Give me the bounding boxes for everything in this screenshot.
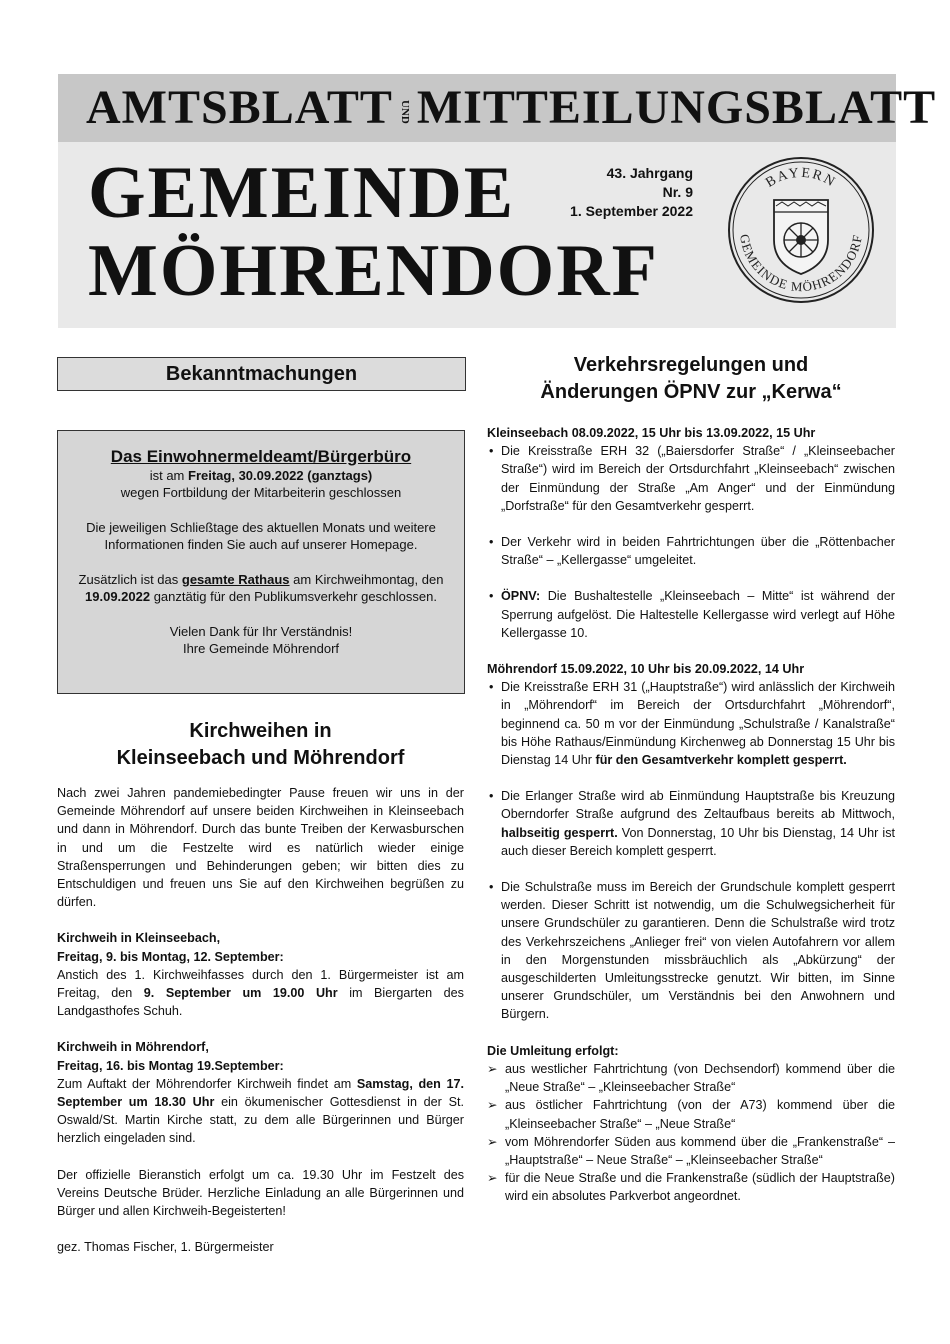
title-amtsblatt: AMTSBLATT [86,81,393,134]
kleinseebach-bullet-2: • Der Verkehr wird in beiden Fahrtrichtungen über die „Röttenbacher Straße“ – „Kellergasse“ umgeleitet. [487,533,895,569]
kleinseebach-bullet-1: • Die Kreisstraße ERH 32 („Baiersdorfer Straße“ / „Kleinseebacher Straße“) wird im Bereich der Ortsdurchfahrt „Kleinseebach“ zwischen der Einmündung der Straße „Am Anger“ und der Einmündung „Dorfstraße“ für den Gesamtverkehr gesperrt. [487,442,895,515]
masthead-title [86,80,936,135]
notice-box [57,430,465,694]
issue-info [528,164,693,221]
title-mitteilungsblatt: MITTEILUNGSBLATT [416,81,937,134]
municipality-line-2: MÖHRENDORF [88,230,659,312]
seal-bottom-text: GEMEINDE MÖHRENDORF [737,233,865,295]
notice-thanks: Vielen Dank für Ihr Verständnis! [169,624,353,639]
article-title-kirchweihen: Kirchweihen in Kleinseebach und Möhrendorf [116,720,405,769]
svg-text:BAYERN [763,166,838,191]
moehrendorf-heading-2: Freitag, 16. bis Montag 19.September: [57,1058,284,1073]
notice-line-2: wegen Fortbildung der Mitarbeiterin geschlossen [120,485,402,500]
municipality-line-1: GEMEINDE [88,152,516,234]
moehrendorf-bullet-1: • Die Kreisstraße ERH 31 („Hauptstraße“) wird anlässlich der Kirchweih in „Möhrendorf“ im Bereich der Ortsdurchfahrt „Möhrendorf“, beginnend ca. 50 m vor der Einmündung „Schulstraße / Kanalstraße“ bis Höhe Rathaus/Einmündung Kirchenweg ab Donnerstag 15 Uhr bis Dienstag 14 Uhr für den Gesamtverkehr komplett gesperrt. [487,678,895,769]
title-und: UND [398,100,411,124]
moehrendorf-closure-heading: Möhrendorf 15.09.2022, 10 Uhr bis 20.09.2022, 14 Uhr [487,662,805,677]
article-body-verkehr [487,424,895,1206]
bieranstich-text: Der offizielle Bieranstich erfolgt um ca. 19.30 Uhr im Festzelt des Vereins Deutsche Brüder. Herzliche Einladung an alle Bürgerinnen und Bürger und allen Kirchweih-Begeisterten! [57,1167,464,1219]
article-title-verkehr: Verkehrsregelungen und Änderungen ÖPNV zur „Kerwa“ [540,354,842,403]
kleinseebach-heading-2: Freitag, 9. bis Montag, 12. September: [57,949,284,964]
article-intro: Nach zwei Jahren pandemiebedingter Pause freuen wir uns in der Gemeinde Möhrendorf auf unsere beiden Kirchweihen in Kleinseebach und dann in Möhrendorf. Durch das bunte Treiben der Kerwasburschen in und um die Festzelte wird es natürlich wieder einige Straßensperrungen und Behinderungen geben; wir bitten dies zu Entschuldigen und freuen uns Sie auf den Kirchweihen begrüßen zu dürfen. [57,786,464,910]
detour-heading: Die Umleitung erfolgt: [487,1043,619,1058]
article-body-kirchweihen [57,784,464,1256]
detour-item-3: ➢ vom Möhrendorfer Süden aus kommend über die „Frankenstraße“ – „Hauptstraße“ – Neue Straße“ – „Kleinseebacher Straße“ [487,1133,895,1169]
kleinseebach-text: Anstich des 1. Kirchweihfasses durch den 1. Bürgermeister ist am Freitag, den 9. September um 19.00 Uhr im Biergarten des Landgasthofes Schuh. [57,967,464,1019]
notice-paragraph-rathaus: Zusätzlich ist das gesamte Rathaus am Kirchweihmontag, den 19.09.2022 ganztätig für den Publikumsverkehr geschlossen. [78,572,444,604]
notice-paragraph-homepage: Die jeweiligen Schließtage des aktuellen Monats und weitere Informationen finden Sie auch auf unserer Homepage. [86,520,436,552]
signature-line: gez. Thomas Fischer, 1. Bürgermeister [57,1240,274,1255]
notice-signature: Ihre Gemeinde Möhrendorf [182,641,340,656]
detour-item-2: ➢ aus östlicher Fahrtrichtung (von der A73) kommend über die „Kleinseebacher Straße“ – „Neue Straße“ [487,1096,895,1132]
issue-volume: 43. Jahrgang [606,165,693,181]
kleinseebach-closure-heading: Kleinseebach 08.09.2022, 15 Uhr bis 13.09.2022, 15 Uhr [487,426,816,440]
moehrendorf-heading-1: Kirchweih in Möhrendorf, [57,1040,209,1055]
notice-line-1: ist am Freitag, 30.09.2022 (ganztags) [149,468,373,483]
issue-number: Nr. 9 [662,184,693,200]
municipal-seal-icon [726,154,876,306]
masthead-banner [58,74,937,142]
seal-top-text: BAYERN [763,165,839,191]
kleinseebach-heading-1: Kirchweih in Kleinseebach, [57,931,221,946]
detour-item-1: ➢ aus westlicher Fahrtrichtung (von Dechsendorf) kommend über die „Neue Straße“ – „Kleinseebacher Straße“ [487,1060,895,1096]
notice-heading: Das Einwohnermeldeamt/Bürgerbüro [110,447,412,466]
moehrendorf-bullet-2: • Die Erlanger Straße wird ab Einmündung Hauptstraße bis Kreuzung Oberndorfer Straße aufgrund des Zeltaufbaus bereits ab Mittwoch, halbseitig gesperrt. Von Donnerstag, 10 Uhr bis Dienstag, 14 Uhr ist auch dieser Bereich komplett gesperrt. [487,787,895,860]
moehrendorf-bullet-3: • Die Schulstraße muss im Bereich der Grundschule komplett gesperrt werden. Dieser Schritt ist notwendig, um die Schulwegsicherheit für unsere Grundschüler zu garantieren. Denn die Schulstraße wird trotz des Verkehrszeichens „Anlieger frei“ von vielen Autofahrern vor allem in den Morgenstunden missbräuchlich als „Abkürzung“ der ausgeschilderten Umleitungsstrecke genutzt. Wir bitten, im Sinne unserer Grundschüler, um Verständnis bei den Anwohnern und Bürgern. [487,878,895,1024]
issue-date: 1. September 2022 [570,203,693,219]
section-heading-bekanntmachungen: Bekanntmachungen [57,357,466,391]
masthead-municipality [58,142,896,328]
detour-item-4: ➢ für die Neue Straße und die Frankenstraße (südlich der Hauptstraße) wird ein absolutes Parkverbot angeordnet. [487,1169,895,1205]
moehrendorf-text: Zum Auftakt der Möhrendorfer Kirchweih findet am Samstag, den 17. September um 18.30 Uhr ein ökumenischer Gottesdienst in der St. Oswald/St. Martin Kirche statt, zu dem alle Bürgerinnen und Bürger herzlich eingeladen sind. [57,1076,465,1146]
kleinseebach-bullet-oepnv: • ÖPNV: Die Bushaltestelle „Kleinseebach – Mitte“ ist während der Sperrung aufgelöst. Die Haltestelle Kellergasse wird verlegt auf Höhe Kellergasse 10. [487,587,895,642]
